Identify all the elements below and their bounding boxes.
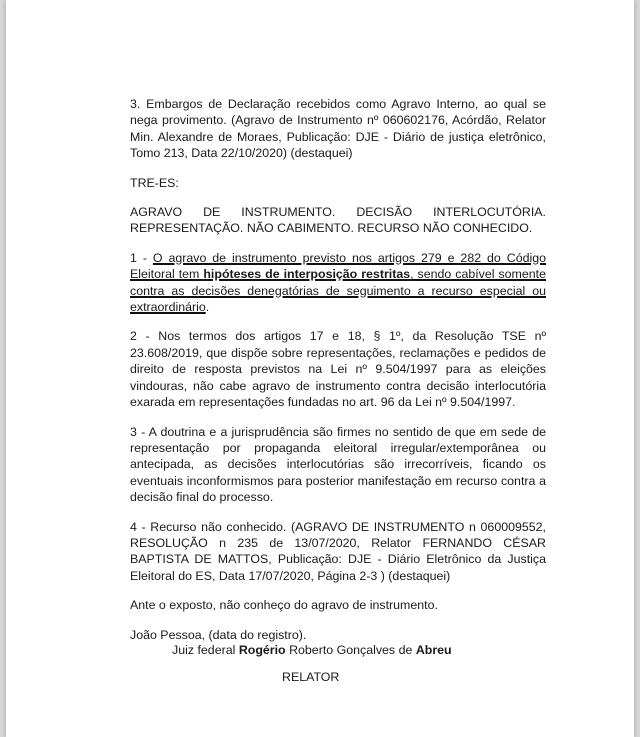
paragraph-1-bold: hipóteses de interposição restritas (203, 267, 411, 282)
place-date: João Pessoa, (data do registro). (130, 627, 307, 642)
signature-line (172, 643, 452, 657)
court-heading: TRE-ES: (130, 175, 179, 190)
conclusion-paragraph: Ante o exposto, não conheço do agravo de instrumento. (130, 598, 438, 613)
paragraph-1-suffix: . (205, 300, 210, 315)
signature-first-name: Rogério (238, 643, 286, 657)
paragraph-1 (130, 250, 546, 316)
paragraph-2: 2 - Nos termos dos artigos 17 e 18, § 1º, da Resolução TSE nº 23.608/2019, que dispõe sobre representações, reclamações e pedidos de direito de resposta previstos na Lei nº 9.504/1997 para as eleições vindouras, não cabe agravo de instrumento contra decisão interlocutória exarada em representações fundadas no art. 96 da Lei nº 9.504/1997. (130, 329, 546, 410)
item3-paragraph: 3. Embargos de Declaração recebidos como Agravo Interno, ao qual se nega provimento. (Agravo de Instrumento nº 060602176, Acórdão, Relator Min. Alexandre de Moraes, Publicação: DJE - Diário de justiça eletrônico, Tomo 213, Data 22/10/2020) (destaquei) (130, 97, 546, 161)
paragraph-1-underlined-b: , sendo cabível somente contra as decisões denegatórias de seguimento a recurso especial ou extraordinário (130, 267, 546, 315)
signature-last-name: Abreu (415, 643, 452, 657)
paragraph-4: 4 - Recurso não conhecido. (AGRAVO DE INSTRUMENTO n 060009552, RESOLUÇÃO n 235 de 13/07/2020, Relator FERNANDO CÉSAR BAPTISTA DE MATTOS, Publicação: DJE - Diário Eletrônico da Justiça Eleitoral do ES, Data 17/07/2020, Página 2-3 ) (destaquei) (130, 519, 546, 583)
document-body (130, 96, 546, 656)
paragraph-1-prefix: 1 - (130, 250, 153, 265)
ementa-paragraph: AGRAVO DE INSTRUMENTO. DECISÃO INTERLOCUTÓRIA. REPRESENTAÇÃO. NÃO CABIMENTO. RECURSO NÃO CONHECIDO. (130, 205, 546, 236)
signature-middle-name: Roberto Gonçalves de (285, 643, 416, 657)
signature-role: RELATOR (282, 670, 340, 684)
signature-title: Juiz federal (172, 643, 239, 657)
paragraph-1-underlined-a: O agravo de instrumento previsto nos artigos 279 e 282 do Código Eleitoral tem (130, 250, 547, 282)
document-page (6, 0, 634, 737)
paragraph-3: 3 - A doutrina e a jurisprudência são firmes no sentido de que em sede de representação por propaganda eleitoral irregular/extemporânea ou antecipada, as decisões interlocutórias são irrecorríveis, ficando os eventuais inconformismos para posterior manifestação em recurso contra a decisão final do processo. (130, 424, 546, 505)
